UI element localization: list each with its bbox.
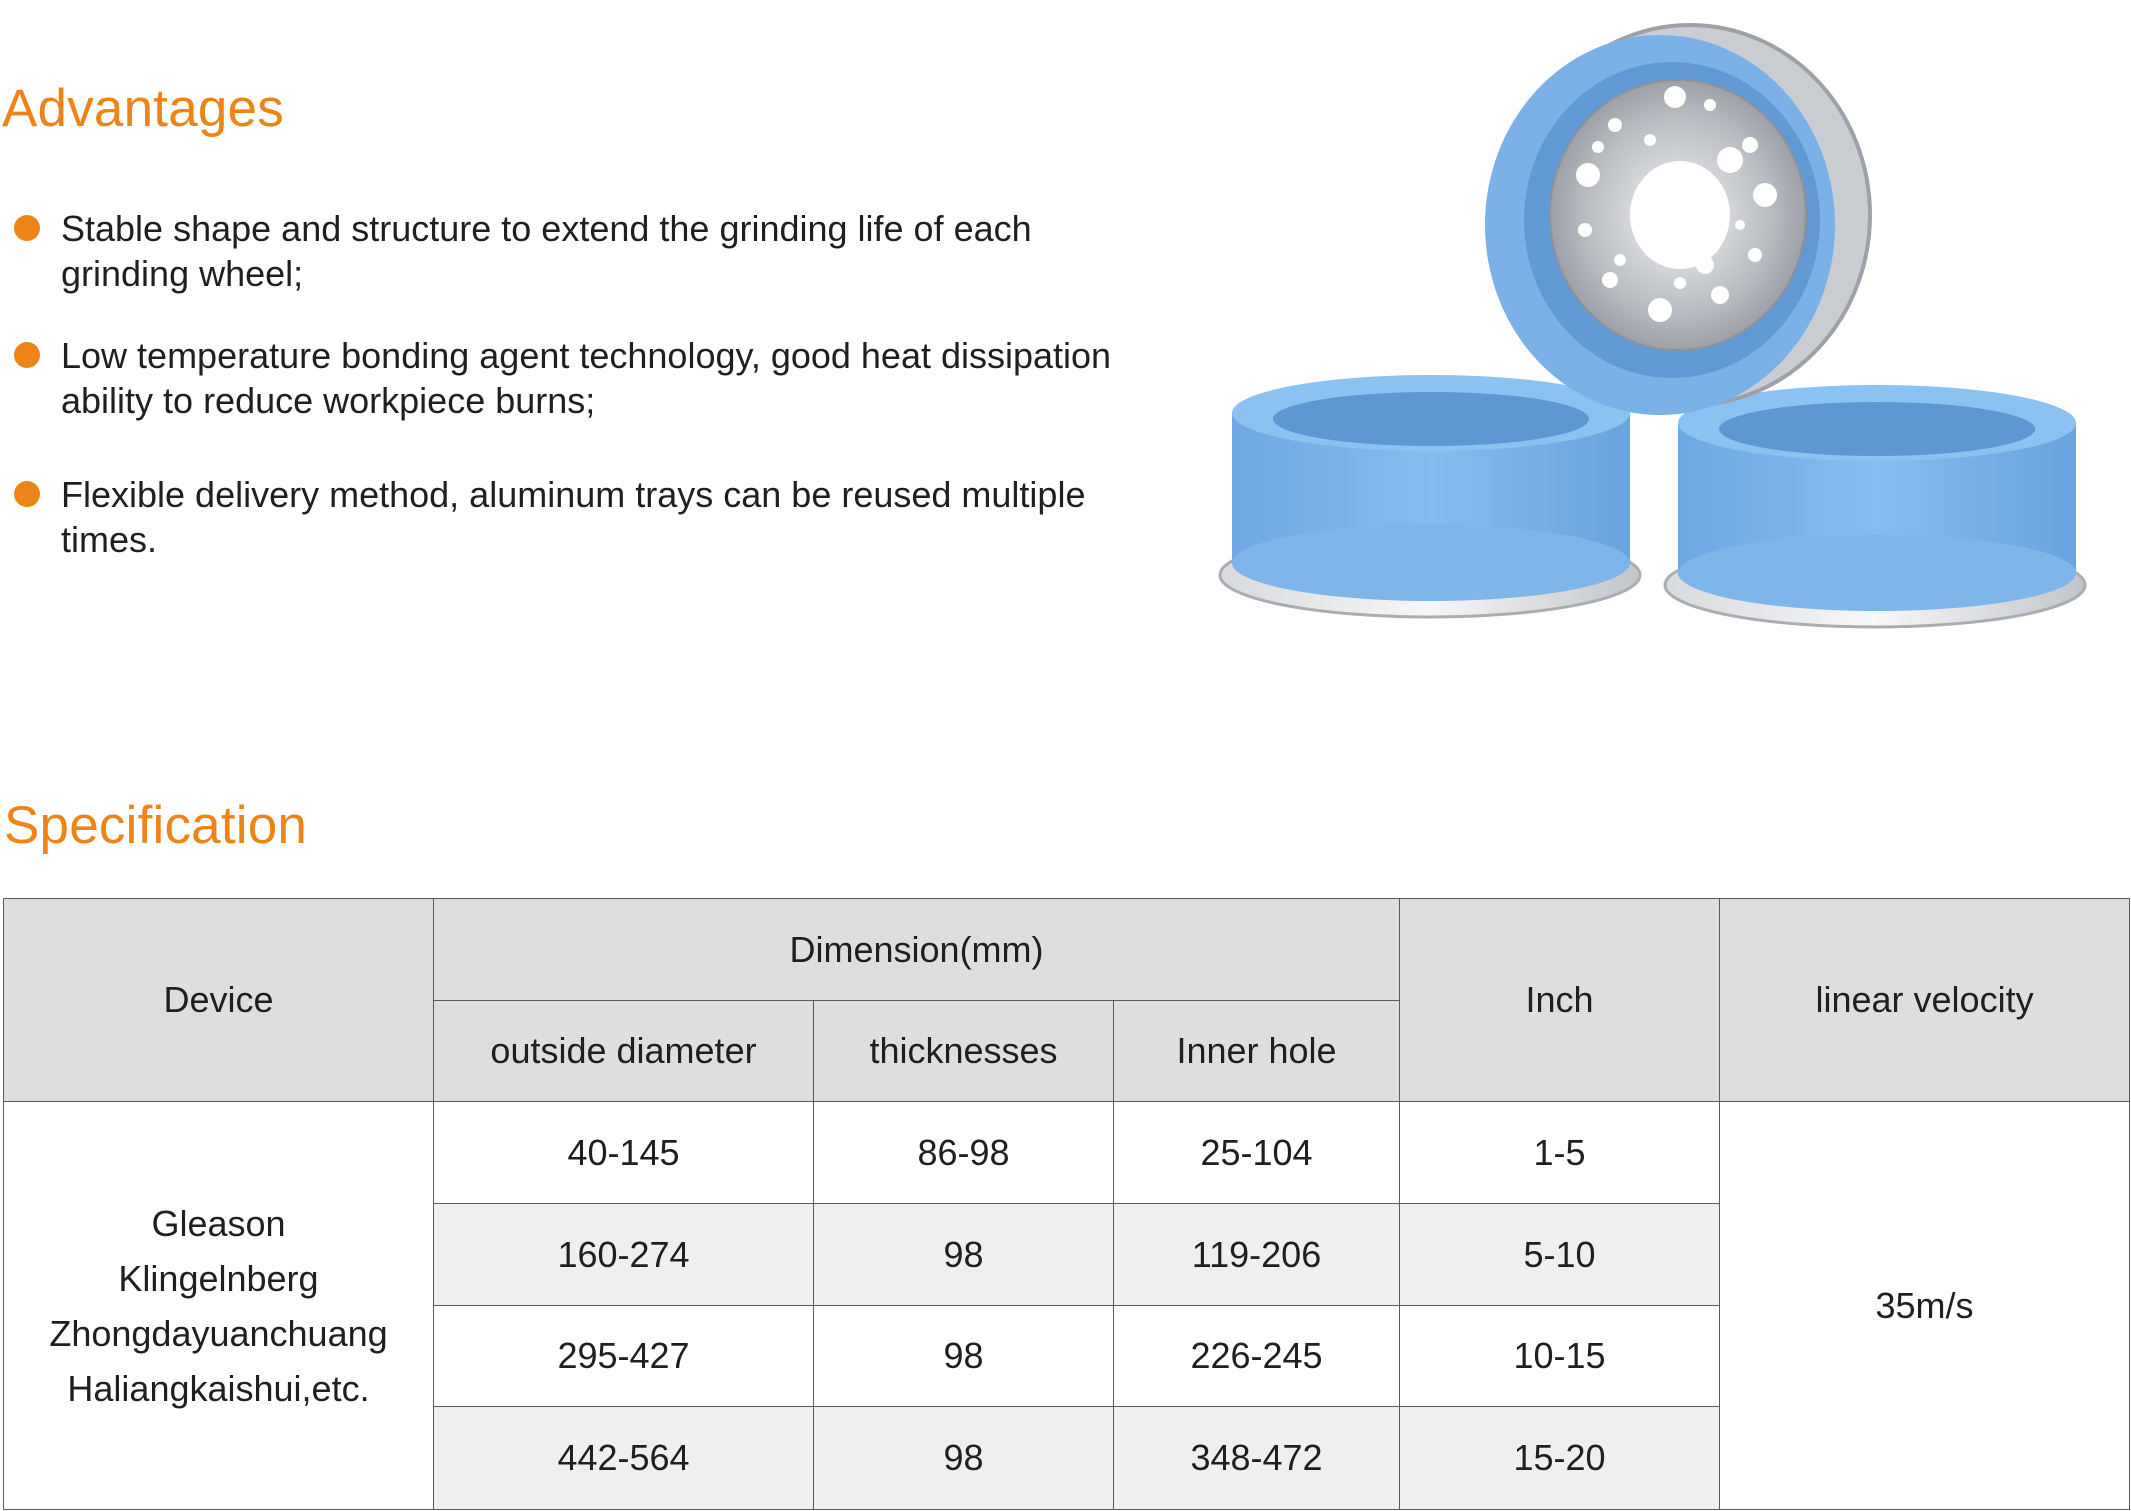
cell-thicknesses: 98 — [814, 1204, 1114, 1306]
cell-inner-hole: 348-472 — [1114, 1407, 1400, 1510]
advantage-text: Stable shape and structure to extend the grinding life of each grinding wheel; — [61, 208, 1032, 294]
table-row — [4, 1102, 2130, 1204]
cell-outside-diameter: 160-274 — [434, 1204, 814, 1306]
cell-inner-hole: 226-245 — [1114, 1306, 1400, 1407]
advantage-item — [0, 333, 1130, 423]
cell-inch: 10-15 — [1400, 1306, 1720, 1407]
linear-velocity-cell: 35m/s — [1720, 1102, 2130, 1510]
specification-heading: Specification — [4, 796, 308, 855]
header-thicknesses: thicknesses — [814, 1001, 1114, 1102]
device-cell — [4, 1102, 434, 1510]
cell-thicknesses: 86-98 — [814, 1102, 1114, 1204]
specification-table — [3, 898, 2130, 1510]
device-name: Zhongdayuanchuang — [49, 1312, 388, 1354]
advantage-text: Flexible delivery method, aluminum trays can be reused multiple times. — [61, 474, 1086, 560]
bullet-icon — [14, 342, 40, 368]
bullet-icon — [14, 215, 40, 241]
device-name: Gleason — [151, 1202, 286, 1244]
advantage-item — [0, 472, 1130, 562]
header-dimension: Dimension(mm) — [434, 899, 1400, 1001]
device-name: Klingelnberg — [118, 1257, 319, 1299]
cell-outside-diameter: 295-427 — [434, 1306, 814, 1407]
header-device: Device — [4, 899, 434, 1102]
advantage-item — [0, 206, 1130, 296]
cell-thicknesses: 98 — [814, 1407, 1114, 1510]
device-name: Haliangkaishui,etc. — [67, 1367, 370, 1409]
cell-inch: 5-10 — [1400, 1204, 1720, 1306]
header-outside-diameter: outside diameter — [434, 1001, 814, 1102]
cell-inner-hole: 119-206 — [1114, 1204, 1400, 1306]
header-inner-hole: Inner hole — [1114, 1001, 1400, 1102]
cell-thicknesses: 98 — [814, 1306, 1114, 1407]
cell-inch: 15-20 — [1400, 1407, 1720, 1510]
header-inch: Inch — [1400, 899, 1720, 1102]
cell-inch: 1-5 — [1400, 1102, 1720, 1204]
advantage-text: Low temperature bonding agent technology, good heat dissipation ability to reduce workpiece burns; — [61, 335, 1112, 421]
bullet-icon — [14, 481, 40, 507]
advantages-heading: Advantages — [2, 79, 284, 138]
grinding-wheels-photo — [1210, 15, 2090, 635]
header-linear-velocity: linear velocity — [1720, 899, 2130, 1102]
cell-outside-diameter: 442-564 — [434, 1407, 814, 1510]
cell-outside-diameter: 40-145 — [434, 1102, 814, 1204]
cell-inner-hole: 25-104 — [1114, 1102, 1400, 1204]
